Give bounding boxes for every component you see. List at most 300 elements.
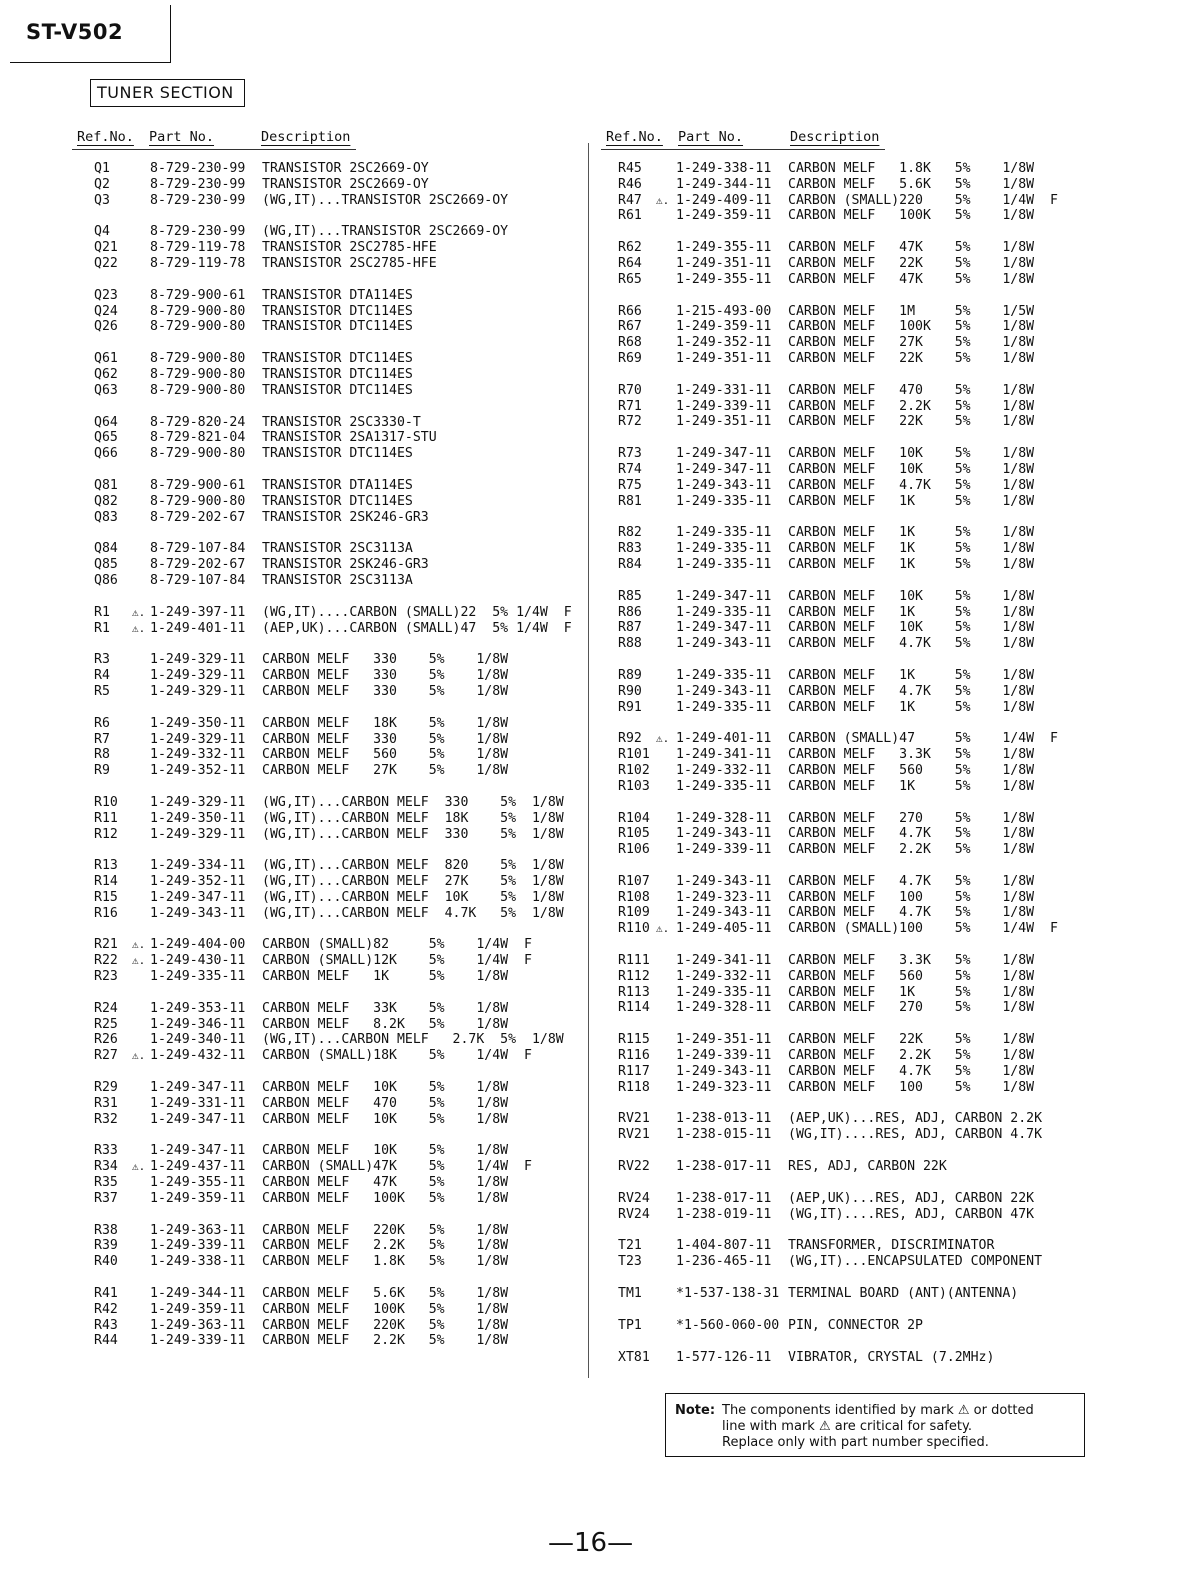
description: CARBON MELF 470 5% 1/8W [788,382,1035,398]
part-no: *1-560-060-00 [676,1317,780,1333]
part-no: 1-249-350-11 [150,715,246,731]
description: CARBON MELF 270 5% 1/8W [788,810,1035,826]
part-no: 8-729-107-84 [150,541,246,557]
ref-no: R68 [618,335,642,351]
ref-no: R61 [618,208,642,224]
part-row [618,383,1178,399]
description: CARBON MELF 1K 5% 1/8W [788,493,1035,509]
part-no: 8-729-900-80 [150,366,246,382]
part-row [94,446,584,462]
safety-mark: ⚠. [132,1160,146,1174]
part-row [94,367,584,383]
part-no: 1-249-363-11 [150,1222,246,1238]
part-row [94,557,584,573]
ref-no: R47 [618,192,642,208]
ref-no: R105 [618,826,650,842]
description: CARBON MELF 1K 5% 1/8W [788,699,1035,715]
part-no: 1-249-347-11 [150,1143,246,1159]
part-row [94,383,584,399]
description: CARBON MELF 270 5% 1/8W [788,1000,1035,1016]
ref-no: R115 [618,1032,650,1048]
part-row [618,1032,1178,1048]
part-row [94,795,584,811]
description: CARBON MELF 560 5% 1/8W [788,762,1035,778]
part-row [618,1048,1178,1064]
right-header-ref: Ref.No. [606,129,663,145]
part-row [618,478,1178,494]
column-divider [588,143,589,1378]
part-no: 1-249-329-11 [150,731,246,747]
group-spacer [618,715,1178,731]
left-header-desc: Description [261,129,351,145]
part-row [94,304,584,320]
safety-mark: ⚠. [656,922,670,936]
part-row [94,161,584,177]
description: CARBON MELF 4.7K 5% 1/8W [788,477,1035,493]
description: CARBON MELF 18K 5% 1/8W [262,715,509,731]
part-no: 1-249-437-11 [150,1159,246,1175]
part-no: 8-729-202-67 [150,509,246,525]
description: CARBON MELF 10K 5% 1/8W [262,1080,509,1096]
part-row [618,1207,1178,1223]
ref-no: Q63 [94,382,118,398]
page-number: —16— [548,1528,634,1558]
description: TRANSISTOR 2SC2669-OY [262,176,429,192]
part-row [618,335,1178,351]
part-no: 1-249-335-11 [676,541,772,557]
right-header-part: Part No. [678,129,744,145]
description: TRANSISTOR DTC114ES [262,382,413,398]
ref-no: R1 [94,620,110,636]
description: CARBON MELF 47K 5% 1/8W [788,271,1035,287]
ref-no: R37 [94,1190,118,1206]
description: CARBON MELF 3.3K 5% 1/8W [788,953,1035,969]
description: TRANSISTOR 2SC2669-OY [262,161,429,176]
part-no: 1-249-329-11 [150,826,246,842]
description: CARBON MELF 1K 5% 1/8W [788,556,1035,572]
part-row [618,874,1178,890]
group-spacer [618,224,1178,240]
description: CARBON MELF 27K 5% 1/8W [262,763,509,779]
group-spacer [94,1207,584,1223]
part-row [94,1175,584,1191]
ref-no: Q61 [94,351,118,367]
description: CARBON MELF 220K 5% 1/8W [262,1222,509,1238]
part-no: 1-249-352-11 [150,874,246,890]
part-row [94,969,584,985]
description: CARBON MELF 100K 5% 1/8W [262,1301,509,1317]
ref-no: R82 [618,525,642,541]
ref-no: Q22 [94,255,118,271]
group-spacer [618,509,1178,525]
part-row [94,1333,584,1349]
group-spacer [94,1127,584,1143]
group-spacer [618,1175,1178,1191]
part-no: 1-249-355-11 [676,271,772,287]
part-no: 1-249-331-11 [150,1095,246,1111]
part-row [618,921,1178,937]
description: CARBON (SMALL)12K 5% 1/4W F [262,953,532,969]
description: TRANSISTOR DTC114ES [262,366,413,382]
description: CARBON MELF 100 5% 1/8W [788,889,1035,905]
ref-no: RV24 [618,1206,650,1222]
part-no: 1-249-338-11 [676,161,772,176]
ref-no: R41 [94,1286,118,1302]
part-no: 8-729-900-80 [150,351,246,367]
ref-no: R45 [618,161,642,176]
ref-no: R21 [94,937,118,953]
ref-no: R6 [94,715,110,731]
group-spacer [94,525,584,541]
ref-no: Q82 [94,493,118,509]
part-no: 1-249-409-11 [676,192,772,208]
ref-no: R15 [94,889,118,905]
section-title: TUNER SECTION [97,83,234,102]
description: CARBON MELF 220K 5% 1/8W [262,1317,509,1333]
part-no: 1-249-347-11 [150,889,246,905]
part-no: 1-249-328-11 [676,1000,772,1016]
description: (WG,IT)...CARBON MELF 10K 5% 1/8W [262,889,564,905]
part-row [618,494,1178,510]
part-row [94,811,584,827]
description: CARBON MELF 4.7K 5% 1/8W [788,636,1035,652]
part-row [618,319,1178,335]
ref-no: R11 [94,810,118,826]
description: CARBON MELF 10K 5% 1/8W [262,1143,509,1159]
ref-no: R112 [618,968,650,984]
part-row [94,573,584,589]
part-row [618,1127,1178,1143]
ref-no: R44 [94,1333,118,1349]
description: (WG,IT)...CARBON MELF 27K 5% 1/8W [262,874,564,890]
description: CARBON MELF 1K 5% 1/8W [262,969,509,985]
part-row [94,1318,584,1334]
ref-no: R10 [94,794,118,810]
part-row [94,684,584,700]
ref-no: R90 [618,683,642,699]
description: CARBON MELF 330 5% 1/8W [262,652,509,668]
part-row [94,1302,584,1318]
ref-no: TM1 [618,1286,642,1302]
description: CARBON MELF 1K 5% 1/8W [788,667,1035,683]
description: CARBON MELF 4.7K 5% 1/8W [788,905,1035,921]
part-no: 1-249-347-11 [676,461,772,477]
part-no: 1-249-334-11 [150,858,246,874]
part-no: 1-249-343-11 [676,873,772,889]
ref-no: Q86 [94,572,118,588]
part-row [94,747,584,763]
ref-no: R70 [618,382,642,398]
part-no: 1-249-359-11 [150,1190,246,1206]
group-spacer [94,1064,584,1080]
ref-no: Q84 [94,541,118,557]
part-no: 1-249-328-11 [676,810,772,826]
part-row [618,1286,1178,1302]
group-spacer [94,700,584,716]
part-no: 1-249-347-11 [676,588,772,604]
group-spacer [618,795,1178,811]
part-no: 1-236-465-11 [676,1254,772,1270]
group-spacer [618,1270,1178,1286]
group-spacer [94,842,584,858]
description: CARBON MELF 2.2K 5% 1/8W [262,1238,509,1254]
description: CARBON MELF 330 5% 1/8W [262,731,509,747]
ref-no: R117 [618,1063,650,1079]
safety-mark: ⚠. [132,954,146,968]
part-row [618,1000,1178,1016]
part-no: 1-249-350-11 [150,810,246,826]
description: TRANSISTOR 2SK246-GR3 [262,509,429,525]
part-no: 1-249-343-11 [676,1063,772,1079]
part-row [618,668,1178,684]
part-row [618,414,1178,430]
description: TRANSFORMER, DISCRIMINATOR [788,1238,995,1254]
part-row [94,716,584,732]
part-no: 1-249-338-11 [150,1254,246,1270]
ref-no: Q64 [94,414,118,430]
ref-no: T23 [618,1254,642,1270]
description: CARBON (SMALL)47K 5% 1/4W F [262,1159,532,1175]
description: CARBON MELF 2.2K 5% 1/8W [788,398,1035,414]
description: CARBON (SMALL)82 5% 1/4W F [262,937,532,953]
description: CARBON MELF 22K 5% 1/8W [788,1032,1035,1048]
description: CARBON MELF 100K 5% 1/8W [262,1190,509,1206]
group-spacer [618,367,1178,383]
ref-no: R84 [618,556,642,572]
ref-no: R3 [94,652,110,668]
part-row [618,525,1178,541]
part-no: 1-249-343-11 [676,636,772,652]
ref-no: R71 [618,398,642,414]
description: CARBON MELF 10K 5% 1/8W [262,1111,509,1127]
ref-no: R89 [618,667,642,683]
part-row [618,351,1178,367]
group-spacer [618,430,1178,446]
part-row [618,446,1178,462]
ref-no: R87 [618,620,642,636]
part-no: 1-249-332-11 [150,747,246,763]
description: CARBON MELF 22K 5% 1/8W [788,414,1035,430]
part-no: 1-249-346-11 [150,1016,246,1032]
part-row [618,826,1178,842]
part-no: 1-215-493-00 [676,303,772,319]
ref-no: Q2 [94,176,110,192]
part-row [618,1080,1178,1096]
ref-no: Q23 [94,287,118,303]
part-no: 1-249-404-00 [150,937,246,953]
part-no: 1-249-351-11 [676,255,772,271]
description: CARBON MELF 22K 5% 1/8W [788,255,1035,271]
group-spacer [94,636,584,652]
part-no: 1-249-355-11 [150,1175,246,1191]
description: CARBON MELF 10K 5% 1/8W [788,588,1035,604]
description: CARBON MELF 3.3K 5% 1/8W [788,747,1035,763]
group-spacer [618,858,1178,874]
part-no: 8-729-821-04 [150,430,246,446]
ref-no: R25 [94,1016,118,1032]
ref-no: R86 [618,604,642,620]
part-row [618,1159,1178,1175]
description: CARBON MELF 10K 5% 1/8W [788,461,1035,477]
description: (WG,IT)...CARBON MELF 4.7K 5% 1/8W [262,905,564,921]
description: CARBON MELF 1K 5% 1/8W [788,984,1035,1000]
ref-no: R65 [618,271,642,287]
description: TRANSISTOR DTC114ES [262,493,413,509]
part-no: 1-249-329-11 [150,668,246,684]
ref-no: R43 [94,1317,118,1333]
ref-no: R75 [618,477,642,493]
part-no: 1-249-347-11 [150,1080,246,1096]
description: CARBON MELF 47K 5% 1/8W [788,240,1035,256]
description: CARBON MELF 22K 5% 1/8W [788,350,1035,366]
part-no: 1-249-341-11 [676,747,772,763]
part-row [94,1096,584,1112]
ref-no: Q62 [94,366,118,382]
note-text [722,1403,1072,1451]
ref-no: R9 [94,763,110,779]
part-row [618,399,1178,415]
left-header-rule [72,149,356,150]
part-no: 1-249-339-11 [676,1048,772,1064]
part-row [94,1032,584,1048]
ref-no: RV22 [618,1159,650,1175]
description: CARBON MELF 8.2K 5% 1/8W [262,1016,509,1032]
ref-no: Q4 [94,224,110,240]
part-row [94,906,584,922]
part-row [618,177,1178,193]
part-row [618,193,1178,209]
ref-no: R64 [618,255,642,271]
ref-no: R26 [94,1032,118,1048]
ref-no: R106 [618,842,650,858]
ref-no: R62 [618,240,642,256]
ref-no: R85 [618,588,642,604]
part-no: 1-249-335-11 [676,604,772,620]
description: CARBON MELF 2.2K 5% 1/8W [262,1333,509,1349]
part-no: 1-249-343-11 [676,477,772,493]
part-no: 1-249-347-11 [676,446,772,462]
ref-no: R12 [94,826,118,842]
part-row [94,1048,584,1064]
part-no: 1-249-331-11 [676,382,772,398]
ref-no: R31 [94,1095,118,1111]
part-no: 1-249-341-11 [676,953,772,969]
part-row [618,1111,1178,1127]
part-no: 1-249-343-11 [150,905,246,921]
group-spacer [94,272,584,288]
part-no: 1-249-335-11 [150,969,246,985]
ref-no: RV24 [618,1190,650,1206]
safety-mark: ⚠. [132,938,146,952]
part-row [618,1350,1178,1366]
part-row [94,1112,584,1128]
part-row [94,858,584,874]
group-spacer [618,288,1178,304]
ref-no: Q66 [94,446,118,462]
part-no: 1-249-329-11 [150,652,246,668]
ref-no: R34 [94,1159,118,1175]
part-row [94,541,584,557]
description: TRANSISTOR 2SC2785-HFE [262,240,437,256]
note-line: The components identified by mark ⚠ or dotted [722,1403,1034,1418]
ref-no: R13 [94,858,118,874]
part-row [94,1254,584,1270]
description: TRANSISTOR 2SC3113A [262,572,413,588]
ref-no: R40 [94,1254,118,1270]
part-no: 1-249-359-11 [676,319,772,335]
part-no: 8-729-230-99 [150,161,246,176]
part-row [618,731,1178,747]
group-spacer [618,573,1178,589]
ref-no: R33 [94,1143,118,1159]
left-header-ref: Ref.No. [77,129,134,145]
description: CARBON MELF 5.6K 5% 1/8W [262,1286,509,1302]
description: CARBON MELF 1.8K 5% 1/8W [788,161,1035,176]
part-no: 1-249-332-11 [676,762,772,778]
ref-no: RV21 [618,1127,650,1143]
part-no: 1-238-013-11 [676,1111,772,1127]
description: CARBON MELF 4.7K 5% 1/8W [788,826,1035,842]
part-no: 8-729-900-80 [150,319,246,335]
right-header-desc: Description [790,129,880,145]
part-row [94,827,584,843]
description: CARBON MELF 4.7K 5% 1/8W [788,683,1035,699]
ref-no: Q24 [94,303,118,319]
ref-no: R110 [618,921,650,937]
ref-no: Q65 [94,430,118,446]
ref-no: R27 [94,1048,118,1064]
ref-no: R38 [94,1222,118,1238]
description: CARBON MELF 2.2K 5% 1/8W [788,842,1035,858]
description: CARBON (SMALL)220 5% 1/4W F [788,192,1058,208]
part-row [618,905,1178,921]
ref-no: R111 [618,953,650,969]
part-row [618,953,1178,969]
part-row [618,1238,1178,1254]
part-no: 8-729-230-99 [150,224,246,240]
description: TRANSISTOR DTC114ES [262,446,413,462]
description: (AEP,UK)...RES, ADJ, CARBON 2.2K [788,1111,1043,1127]
ref-no: R91 [618,699,642,715]
note-line: line with mark ⚠ are critical for safety. [722,1419,972,1434]
description: (WG,IT)...TRANSISTOR 2SC2669-OY [262,192,509,208]
ref-no: Q85 [94,557,118,573]
ref-no: TP1 [618,1317,642,1333]
description: (WG,IT)...CARBON MELF 330 5% 1/8W [262,826,564,842]
part-no: 1-249-432-11 [150,1048,246,1064]
group-spacer [618,1302,1178,1318]
part-no: 1-249-335-11 [676,667,772,683]
ref-no: R83 [618,541,642,557]
part-row [618,161,1178,177]
description: TRANSISTOR DTC114ES [262,351,413,367]
part-no: 8-729-900-80 [150,493,246,509]
description: CARBON MELF 560 5% 1/8W [788,968,1035,984]
description: CARBON MELF 47K 5% 1/8W [262,1175,509,1191]
group-spacer [94,399,584,415]
group-spacer [94,779,584,795]
part-row [618,605,1178,621]
ref-no: R108 [618,889,650,905]
left-parts-list [94,161,584,1349]
part-no: 1-249-335-11 [676,493,772,509]
part-row [94,1238,584,1254]
ref-no: R32 [94,1111,118,1127]
part-row [94,240,584,256]
part-row [94,351,584,367]
description: CARBON MELF 100K 5% 1/8W [788,208,1035,224]
part-row [94,605,584,621]
